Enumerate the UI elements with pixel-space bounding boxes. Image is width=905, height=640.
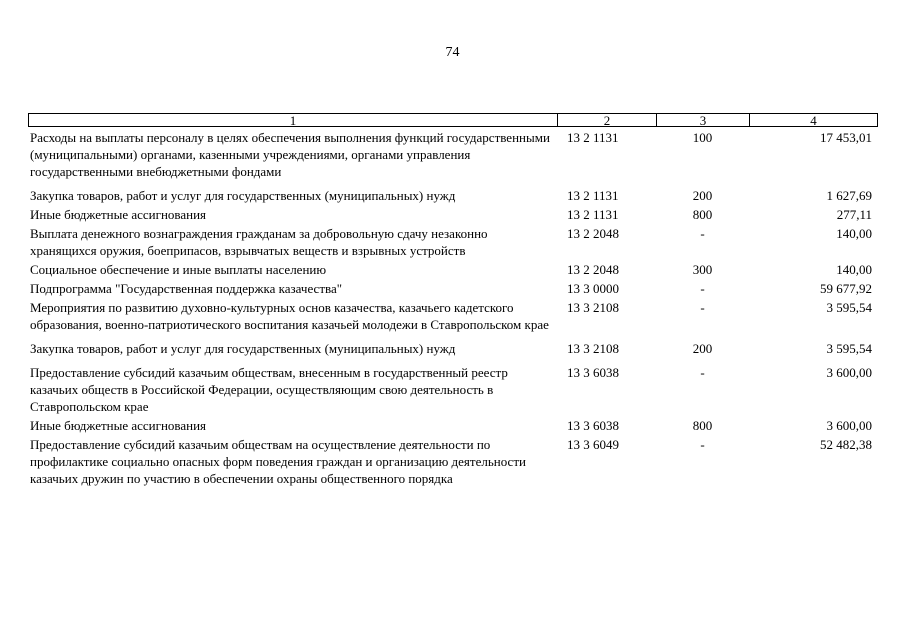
row-type: 800 [692, 207, 713, 222]
row-amount: 277,11 [836, 207, 872, 222]
row-name: Выплата денежного вознаграждения гражданам за добровольную сдачу незаконно хранящихся оружия, боеприпасов, взрывчатых веществ и взрывных устройств [30, 226, 488, 258]
row-code: 13 2 2048 [567, 226, 619, 241]
table-header-row [28, 113, 878, 127]
row-name: Предоставление субсидий казачьим обществам на осуществление деятельности по профилактике социально опасных форм поведения граждан и организацию деятельности казачьих дружин по участию в обеспечении охраны общественного порядка [30, 437, 526, 486]
row-amount: 3 600,00 [826, 365, 872, 380]
table-row [28, 187, 878, 204]
row-name: Закупка товаров, работ и услуг для государственных (муниципальных) нужд [30, 188, 456, 203]
row-name: Мероприятия по развитию духовно-культурных основ казачества, казачьего кадетского образования, военно-патриотического воспитания казачьей молодежи в Ставропольском крае [30, 300, 549, 332]
row-amount: 140,00 [836, 262, 872, 277]
row-code: 13 2 1131 [567, 188, 619, 203]
row-amount: 3 595,54 [826, 300, 872, 315]
row-amount: 3 600,00 [826, 418, 872, 433]
header-col-3: 3 [657, 114, 750, 126]
row-type: 200 [692, 341, 713, 356]
row-code: 13 2 1131 [567, 207, 619, 222]
table-row [28, 417, 878, 434]
table-row [28, 261, 878, 278]
row-amount: 1 627,69 [826, 188, 872, 203]
row-code: 13 3 6038 [567, 418, 619, 433]
row-code: 13 3 2108 [567, 341, 619, 356]
table-row [28, 225, 878, 259]
row-code: 13 2 1131 [567, 130, 619, 145]
row-type: - [700, 437, 705, 452]
row-type: - [700, 226, 705, 241]
row-amount: 59 677,92 [820, 281, 872, 296]
row-type: 800 [692, 418, 713, 433]
row-name: Социальное обеспечение и иные выплаты населению [30, 262, 327, 277]
row-type: - [700, 300, 705, 315]
row-name: Предоставление субсидий казачьим обществам, внесенным в государственный реестр казачьих обществ в Российской Федерации, осуществляющим свою деятельность в Ставропольском крае [30, 365, 508, 414]
row-name: Закупка товаров, работ и услуг для государственных (муниципальных) нужд [30, 341, 456, 356]
header-col-2: 2 [558, 114, 657, 126]
row-type: - [700, 281, 705, 296]
row-name: Иные бюджетные ассигнования [30, 418, 207, 433]
row-name: Расходы на выплаты персоналу в целях обеспечения выполнения функций государственными (муниципальными) органами, казенными учреждениями, органами управления государственными внебюджетными фондами [30, 130, 550, 179]
row-code: 13 2 2048 [567, 262, 619, 277]
row-type: 200 [692, 188, 713, 203]
table-row [28, 299, 878, 333]
header-col-1: 1 [29, 114, 558, 126]
row-code: 13 3 0000 [567, 281, 619, 296]
row-amount: 140,00 [836, 226, 872, 241]
table-row [28, 340, 878, 357]
page-number: 74 [445, 45, 460, 60]
row-type: 100 [692, 130, 713, 145]
table-row [28, 364, 878, 415]
row-code: 13 3 6038 [567, 365, 619, 380]
row-type: - [700, 365, 705, 380]
row-name: Иные бюджетные ассигнования [30, 207, 207, 222]
row-type: 300 [692, 262, 713, 277]
row-amount: 17 453,01 [820, 130, 872, 145]
table-row [28, 280, 878, 297]
table-row [28, 129, 878, 180]
header-col-4: 4 [810, 113, 817, 128]
row-code: 13 3 2108 [567, 300, 619, 315]
budget-table [28, 113, 878, 489]
table-row [28, 436, 878, 487]
table-row [28, 206, 878, 223]
row-code: 13 3 6049 [567, 437, 619, 452]
row-amount: 3 595,54 [826, 341, 872, 356]
row-amount: 52 482,38 [820, 437, 872, 452]
row-name: Подпрограмма "Государственная поддержка казачества" [30, 281, 343, 296]
